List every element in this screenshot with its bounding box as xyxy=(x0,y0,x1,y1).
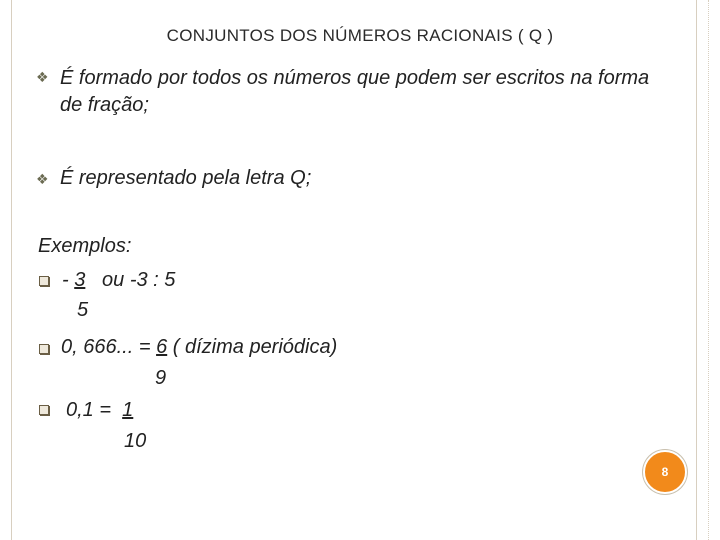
examples-heading: Exemplos: xyxy=(38,235,132,257)
square-bullet-icon xyxy=(39,405,49,415)
border-line-right-dotted xyxy=(708,0,709,540)
border-line-left xyxy=(11,0,12,540)
example-1 xyxy=(62,269,175,292)
bullet-text-1: É formado por todos os números que podem ser escritos na forma de fração; xyxy=(60,67,650,116)
page-number: 8 xyxy=(661,465,669,479)
example-2-prefix: 0, 666... = xyxy=(61,336,157,358)
square-bullet-icon xyxy=(39,276,49,286)
example-1-prefix: - xyxy=(62,269,75,291)
example-2-rest: ( dízima periódica) xyxy=(167,336,338,358)
example-2-numerator: 6 xyxy=(156,336,168,358)
example-2-denominator: 9 xyxy=(155,367,167,389)
example-2 xyxy=(61,336,337,359)
slide-title: CONJUNTOS DOS NÚMEROS RACIONAIS ( Q ) xyxy=(166,26,554,45)
example-1-numerator: 3 xyxy=(74,269,86,291)
page-number-badge xyxy=(643,450,687,494)
example-1-denominator: 5 xyxy=(77,299,89,321)
border-line-right xyxy=(696,0,697,540)
diamond-bullet-icon: ❖ xyxy=(36,171,49,187)
example-3-prefix: 0,1 = xyxy=(66,399,123,421)
example-3-denominator: 10 xyxy=(124,430,147,452)
bullet-text-2: É representado pela letra Q; xyxy=(60,167,312,189)
diamond-bullet-icon: ❖ xyxy=(36,69,49,85)
example-3-numerator: 1 xyxy=(122,399,134,421)
square-bullet-icon xyxy=(39,344,49,354)
example-1-rest: ou -3 : 5 xyxy=(85,269,176,291)
example-3 xyxy=(66,399,133,422)
